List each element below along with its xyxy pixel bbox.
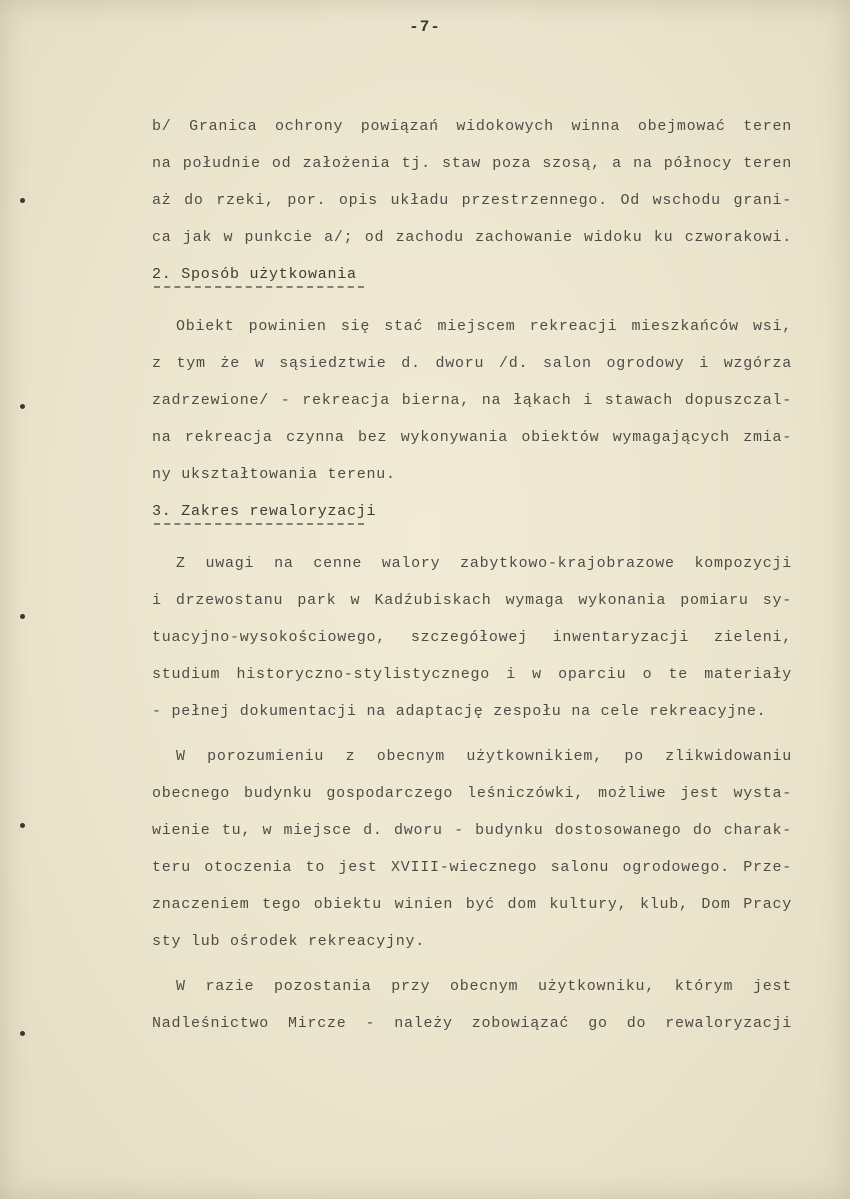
text-line: studium historyczno-stylistycznego i w oparciu o te materiały (152, 666, 792, 683)
typed-text-body (152, 108, 792, 1042)
text-line: tuacyjno-wysokościowego, szczegółowej inwentaryzacji zieleni, (152, 629, 792, 646)
section-3-paragraph-2 (152, 738, 792, 960)
paragraph-gap (152, 960, 792, 968)
text-line: na południe od założenia tj. staw poza szosą, a na północy teren (152, 155, 792, 172)
text-line: W porozumieniu z obecnym użytkownikiem, po zlikwidowaniu (176, 748, 792, 765)
text-line: teru otoczenia to jest XVIII-wiecznego salonu ogrodowego. Prze- (152, 859, 792, 876)
margin-mark (20, 614, 25, 619)
section-3-heading-block (152, 493, 792, 545)
section-3-paragraph-1 (152, 545, 792, 730)
text-line: i drzewostanu park w Kadźubiskach wymaga wykonania pomiaru sy- (152, 592, 792, 609)
text-line: znaczeniem tego obiektu winien być dom kultury, klub, Dom Pracy (152, 896, 792, 913)
margin-mark (20, 404, 25, 409)
text-line: W razie pozostania przy obecnym użytkowniku, którym jest (176, 978, 792, 995)
text-line: ca jak w punkcie a/; od zachodu zachowanie widoku ku czworakowi. (152, 229, 792, 246)
section-2-heading-block (152, 256, 792, 308)
text-line: Nadleśnictwo Mircze - należy zobowiązać go do rewaloryzacji (152, 1015, 792, 1032)
section-b-paragraph (152, 108, 792, 256)
section-heading: 3. Zakres rewaloryzacji (152, 503, 377, 520)
margin-mark (20, 1031, 25, 1036)
text-line: wienie tu, w miejsce d. dworu - budynku dostosowanego do charak- (152, 822, 792, 839)
text-line: - pełnej dokumentacji na adaptację zespołu na cele rekreacyjne. (152, 703, 767, 720)
text-line: Obiekt powinien się stać miejscem rekreacji mieszkańców wsi, (176, 318, 792, 335)
margin-mark (20, 823, 25, 828)
text-line: z tym że w sąsiedztwie d. dworu /d. salon ogrodowy i wzgórza (152, 355, 792, 372)
margin-mark (20, 198, 25, 203)
text-line: sty lub ośrodek rekreacyjny. (152, 933, 426, 950)
text-line: Z uwagi na cenne walory zabytkowo-krajobrazowe kompozycji (176, 555, 792, 572)
text-line: aż do rzeki, por. opis układu przestrzennego. Od wschodu grani- (152, 192, 792, 209)
paragraph-gap (152, 730, 792, 738)
text-line: zadrzewione/ - rekreacja bierna, na łąkach i stawach dopuszczal- (152, 392, 792, 409)
text-line: na rekreacja czynna bez wykonywania obiektów wymagających zmia- (152, 429, 792, 446)
section-2-paragraph (152, 308, 792, 493)
heading-underline (154, 286, 364, 288)
section-3-paragraph-3 (152, 968, 792, 1042)
text-line: b/ Granica ochrony powiązań widokowych winna obejmować teren (152, 118, 792, 135)
text-line: obecnego budynku gospodarczego leśniczówki, możliwe jest wysta- (152, 785, 792, 802)
text-line: ny ukształtowania terenu. (152, 466, 396, 483)
page-number: -7- (409, 18, 441, 36)
heading-underline (154, 523, 364, 525)
section-heading: 2. Sposób użytkowania (152, 266, 357, 283)
